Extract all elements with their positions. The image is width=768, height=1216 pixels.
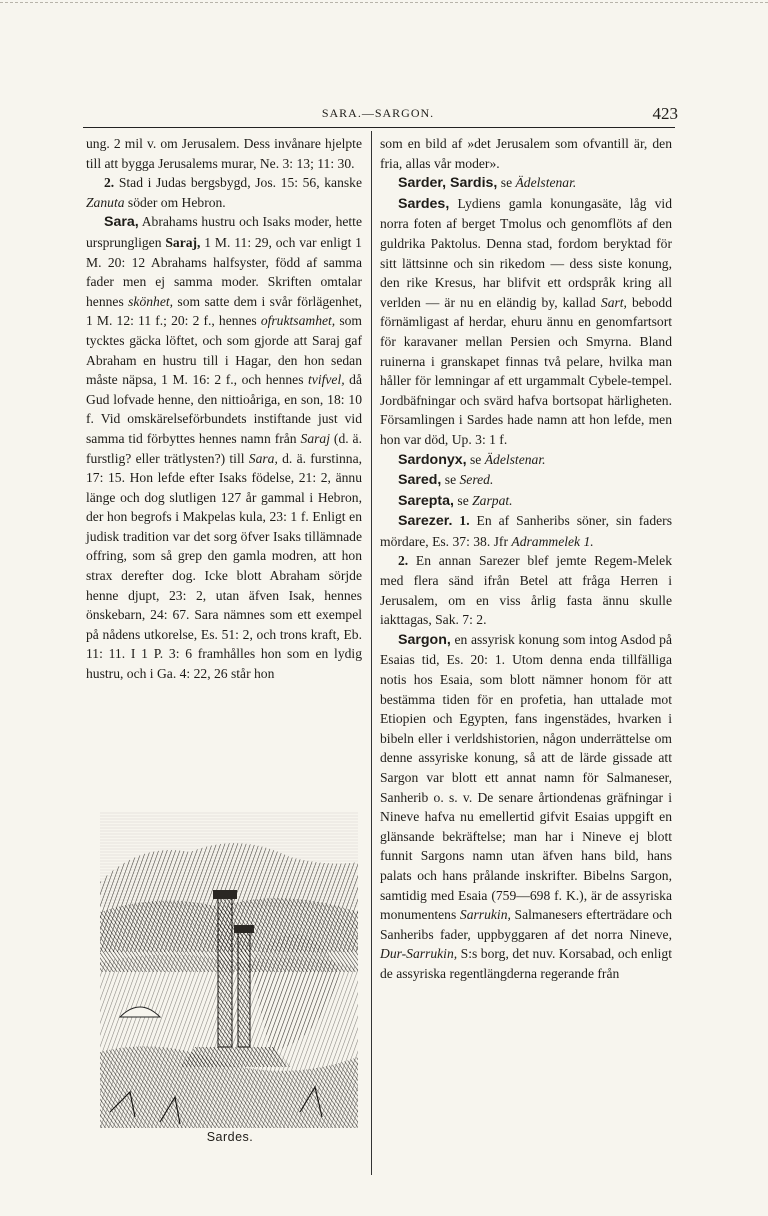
column-divider — [371, 131, 372, 1175]
headword-sared: Sared, — [398, 472, 442, 489]
left-column — [86, 134, 362, 684]
entry-sarezer: Sarezer. 1. En af Sanheribs söner, sin faders mördare, Es. 37: 38. Jfr Adrammelek 1. — [380, 513, 672, 549]
entry-sarezer-2: 2. En annan Sarezer blef jemte Regem-Melek med flera sänd ifrån Betel att fråga Herren i Jerusalem, om en viss årlig fasta ännu skulle iakttagas, Sak. 7: 2. — [380, 553, 672, 628]
paragraph-continuation: som en bild af »det Jerusalem som ofvantill är, den fria, allas vår moder». — [380, 136, 672, 171]
right-column — [380, 134, 672, 984]
headword-sargon: Sargon, — [398, 631, 451, 648]
entry-sared: Sared, se Sered. — [398, 472, 494, 489]
sardes-illustration — [100, 812, 358, 1128]
headword-sardes: Sardes, — [398, 195, 450, 212]
headword-sarezer: Sarezer. — [398, 513, 453, 530]
entry-sardes: Sardes, Lydiens gamla konungasäte, låg vid norra foten af berget Tmolus och genomflöts af den guldrika Paktolus. Denna stad, fordom beryktad för sitt lättsinne och sin rikedom — dess siste konung, den rike Kresus, har blifvit ett ordspråk kring all verlden — är nu en eländig by, kallad Sart, bebodd förnämligast af herdar, ehuru ännu en genomfartsort för karavaner mellan Persien och Smyrna. Bland ruinerna i granskapet finnas två pelare, hvilka man håller för lemningar af ett urgammalt Cybele-tempel. Jordbäfningar och svärd hafva bortsopat härligheten. Församlingen i Sardes hade namn att hon lefde, men hon var död, Up. 3: 1 f. — [380, 195, 672, 447]
page-header — [78, 106, 678, 126]
headword-sarder: Sarder, Sardis, — [398, 175, 498, 192]
headword-sara: Sara, — [104, 214, 139, 231]
entry-sardonyx: Sardonyx, se Ädelstenar. — [398, 451, 546, 468]
running-title: SARA.—SARGON. — [321, 106, 435, 120]
entry-sanoa-2: 2. Stad i Judas bergsbygd, Jos. 15: 56, kanske Zanuta söder om Hebron. — [86, 175, 362, 210]
name-saraj: Saraj, — [165, 234, 201, 250]
headword-sarepta: Sarepta, — [398, 492, 454, 509]
headword-sardonyx: Sardonyx, — [398, 451, 467, 468]
paragraph-continuation: ung. 2 mil v. om Jerusalem. Dess invånare hjelpte till att bygga Jerusalems murar, Ne. 3: 13; 11: 30. — [86, 136, 362, 171]
engraving-ruins — [100, 812, 358, 1128]
entry-sara: Sara, Abrahams hustru och Isaks moder, hette ursprungligen Saraj, 1 M. 11: 29, och var enligt 1 M. 20: 12 Abrahams halfsyster, född af samma fader men ej samma moder. Skriften omtalar hennes skönhet, som satte dem i svår förlägenhet, 1 M. 12: 11 f.; 20: 2 f., hennes ofruktsamhet, som tycktes gäcka löftet, och som gjorde att Saraj gaf Abraham en hustru till i Hagar, den hon sedan måste näpsa, 1 M. 16: 2 f., och hennes tvifvel, då Gud lofvade henne, den nittioåriga, en son, 18: 10 f. Vid omskärelseförbundets instiftande just vid samma tid förbyttes hennes namn från Saraj (d. ä. furstlig? eller trätlysten?) till Sara, d. ä. furstinna, 17: 15. Hon lefde efter Isaks födelse, 21: 2, ännu länge och dog slutligen 127 år gammal i Hebron, der hon begrofs i Makpelas kula, 23: 1 f. Enligt en judisk tradition var det sorg öfver Isaks tillämnade offring, som så grep den gamla modren, att hon strax derefter dog. Icke blott Abraham sörjde henne djupt, 23: 2, utan äfven Isak, hennes önskebarn, 24: 67. Sara nämnes som ett exempel på nådens utkorelse, Es. 51: 2, och trons kraft, Eb. 11: 11. I 1 P. 3: 6 framhålles hon som en lydig hustru, och i Ga. 4: 22, 26 står hon — [86, 214, 363, 682]
entry-sarepta: Sarepta, se Zarpat. — [398, 492, 513, 509]
header-rule — [83, 127, 675, 128]
page-number: 423 — [652, 104, 678, 123]
entry-number: 2. — [104, 175, 115, 191]
figure-caption: Sardes. — [206, 1130, 254, 1144]
top-edge-line — [0, 2, 768, 3]
entry-sarder: Sarder, Sardis, se Ädelstenar. — [398, 175, 577, 192]
entry-sargon: Sargon, en assyrisk konung som intog Asdod på Esaias tid, Es. 20: 1. Utom denna enda tillfälliga notis hos Esaia, som blott nämner honom för att bestämma tiden för en profetia, han uttalade mot Etiopien och Egypten, fans ingenstädes, hvarken i bibeln eller i verldshistorien, någon underrättelse om denne assyriske konung, så att de lärde gissade att Sargon var blott ett annat namn för Salmaneser, Sanherib o. s. v. De senare årtiondenas gräfningar i Nineve hafva nu emellertid gifvit Esaias uppgift en glänsande bekräftelse; man har i Nineve ej blott funnit Sargons namn utan äfven hans bild, hans palats och hans prålande inskrifter. Bibelns Sargon, samtidig med Esaia (759—698 f. K.), är de assyriska monumentens Sarrukin, Salmanesers efterträdare och Sanheribs fader, uppbyggaren af det norra Nineve, Dur-Sarrukin, S:s borg, det nuv. Korsabad, och enligt de assyriska regentlängderna regerande från — [380, 631, 672, 981]
